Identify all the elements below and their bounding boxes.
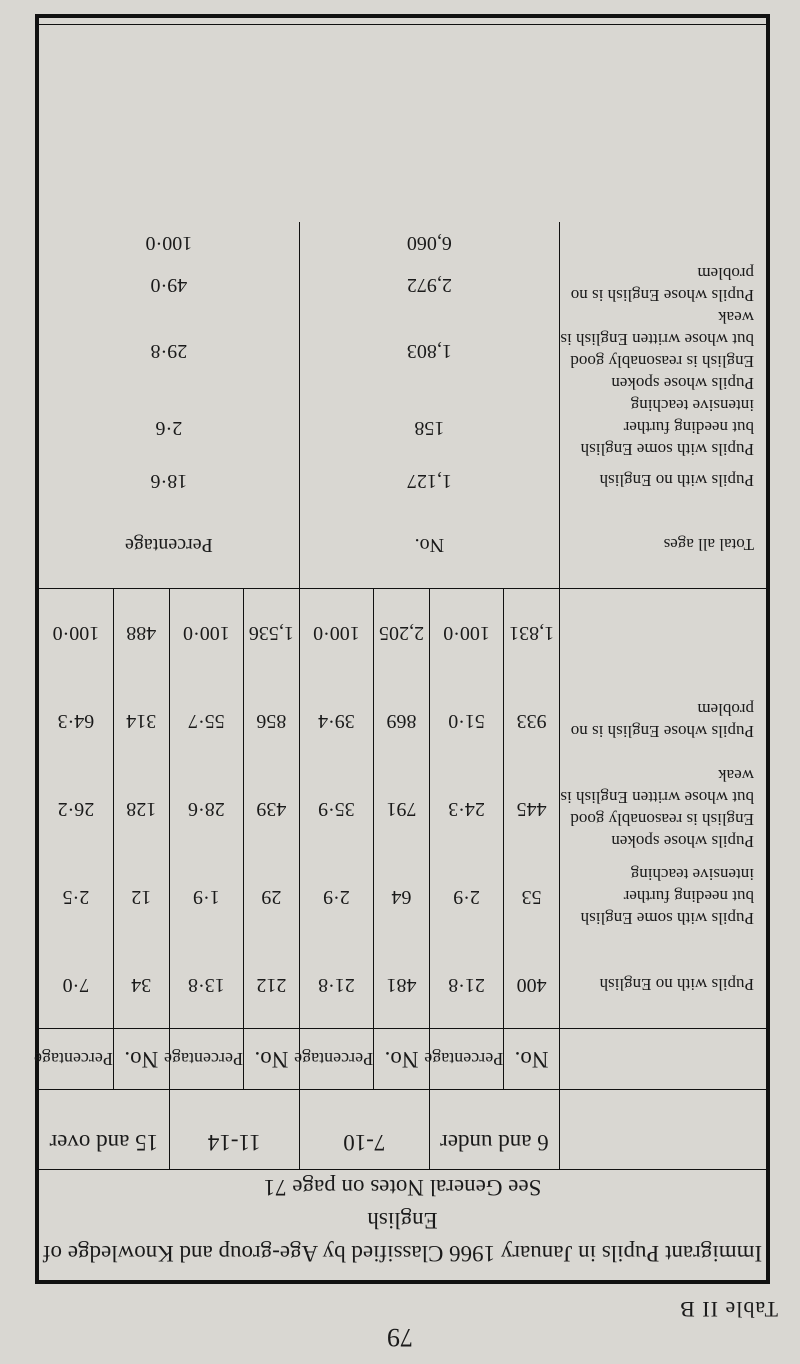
- cell-percentage: 100·0: [429, 589, 503, 677]
- cell-count: 1,831: [504, 589, 560, 677]
- cell-percentage: 2·9: [299, 853, 373, 941]
- subheader-no: No.: [113, 1029, 169, 1090]
- totals-value-row: [39, 461, 766, 501]
- cell-count: 791: [374, 765, 430, 853]
- subheader-no: No.: [504, 1029, 560, 1090]
- table-frame: [35, 14, 770, 1284]
- subheader-percentage: Percentage: [299, 1029, 373, 1090]
- cell-percentage: 100·0: [39, 589, 113, 677]
- cell-percentage: 2·5: [39, 853, 113, 941]
- page-number: 79: [387, 1323, 413, 1352]
- cell-count: 400: [504, 941, 560, 1029]
- totals-row-label: Pupils whose spoken English is reasonably good but whose written English is weak: [560, 308, 754, 394]
- cell-percentage: 2·9: [429, 853, 503, 941]
- cell-percentage: 64·3: [39, 677, 113, 765]
- group-header-row: [39, 1090, 766, 1171]
- totals-row-label: Pupils with no English: [599, 471, 754, 491]
- row-label: Pupils whose English is no problem: [570, 700, 754, 742]
- cell-count: 314: [113, 677, 169, 765]
- table-label: Table II B: [679, 1297, 778, 1322]
- column-group-7-10: 7-10: [299, 1090, 429, 1171]
- cell-percentage: 55·7: [169, 677, 243, 765]
- cell-count: 64: [374, 853, 430, 941]
- row-label: Pupils whose spoken English is reasonably good but whose written English is weak: [560, 766, 754, 852]
- bottom-rule: [39, 24, 766, 25]
- cell-percentage: 35·9: [299, 765, 373, 853]
- cell-count: 439: [244, 765, 300, 853]
- subheader-percentage: Percentage: [39, 1029, 113, 1090]
- table-row: [39, 765, 766, 853]
- row-label: [559, 589, 766, 677]
- cell-percentage: 7·0: [39, 941, 113, 1029]
- total-count: 1,803: [299, 307, 559, 395]
- cell-count: 488: [113, 589, 169, 677]
- cell-count: 933: [504, 677, 560, 765]
- sub-header-row: [39, 1029, 766, 1090]
- total-percentage: 2·6: [39, 395, 299, 461]
- row-label-header: [559, 1090, 766, 1171]
- total-count: 6,060: [299, 223, 559, 263]
- cell-count: 12: [113, 853, 169, 941]
- totals-row-label: Pupils whose English is no problem: [570, 264, 754, 306]
- row-label: Pupils with no English: [599, 975, 754, 995]
- column-group-6-under: 6 and under: [429, 1090, 559, 1171]
- subheader-no: No.: [244, 1029, 300, 1090]
- cell-percentage: 21·8: [429, 941, 503, 1029]
- cell-percentage: 26·2: [39, 765, 113, 853]
- totals-label: Total all ages: [663, 535, 754, 555]
- cell-percentage: 13·8: [169, 941, 243, 1029]
- column-group-11-14: 11-14: [169, 1090, 299, 1171]
- totals-row: [39, 501, 766, 589]
- cell-count: 2,205: [374, 589, 430, 677]
- cell-percentage: 24·3: [429, 765, 503, 853]
- totals-value-row: [39, 395, 766, 461]
- cell-count: 869: [374, 677, 430, 765]
- totals-row-label: [559, 223, 766, 263]
- total-count: 2,972: [299, 263, 559, 307]
- table-row: [39, 941, 766, 1029]
- total-count: 1,127: [299, 461, 559, 501]
- column-group-15-over: 15 and over: [39, 1090, 169, 1171]
- totals-percentage-header: Percentage: [39, 501, 299, 589]
- cell-count: 445: [504, 765, 560, 853]
- cell-count: 34: [113, 941, 169, 1029]
- table-row: [39, 589, 766, 677]
- cell-percentage: 100·0: [169, 589, 243, 677]
- totals-row-label: Pupils with some English but needing further intensive teaching: [580, 396, 754, 460]
- table-title-line-2: See General Notes on page 71: [263, 1175, 542, 1200]
- total-percentage: 49·0: [39, 263, 299, 307]
- cell-count: 1,536: [244, 589, 300, 677]
- cell-count: 212: [244, 941, 300, 1029]
- cell-percentage: 100·0: [299, 589, 373, 677]
- total-count: 158: [299, 395, 559, 461]
- table-row: [39, 677, 766, 765]
- data-table: [33, 223, 766, 1171]
- totals-value-row: [39, 223, 766, 263]
- totals-no-header: No.: [299, 501, 559, 589]
- row-label: Pupils with some English but needing further intensive teaching: [580, 865, 754, 929]
- cell-percentage: 1·9: [169, 853, 243, 941]
- totals-value-row: [39, 263, 766, 307]
- table-title: [39, 1175, 766, 1280]
- cell-percentage: 21·8: [299, 941, 373, 1029]
- total-percentage: 18·6: [39, 461, 299, 501]
- row-label-subheader: [559, 1029, 766, 1090]
- subheader-percentage: Percentage: [429, 1029, 503, 1090]
- totals-value-row: [39, 307, 766, 395]
- total-percentage: 100·0: [39, 223, 299, 263]
- cell-percentage: 39·4: [299, 677, 373, 765]
- cell-percentage: 28·6: [169, 765, 243, 853]
- table-row: [39, 853, 766, 941]
- table-title-line-1: Immigrant Pupils in January 1966 Classified by Age-group and Knowledge of English: [42, 1208, 763, 1266]
- cell-count: 856: [244, 677, 300, 765]
- cell-count: 53: [504, 853, 560, 941]
- subheader-no: No.: [374, 1029, 430, 1090]
- total-percentage: 29·8: [39, 307, 299, 395]
- cell-count: 29: [244, 853, 300, 941]
- cell-count: 128: [113, 765, 169, 853]
- subheader-percentage: Percentage: [169, 1029, 243, 1090]
- cell-count: 481: [374, 941, 430, 1029]
- cell-percentage: 51·0: [429, 677, 503, 765]
